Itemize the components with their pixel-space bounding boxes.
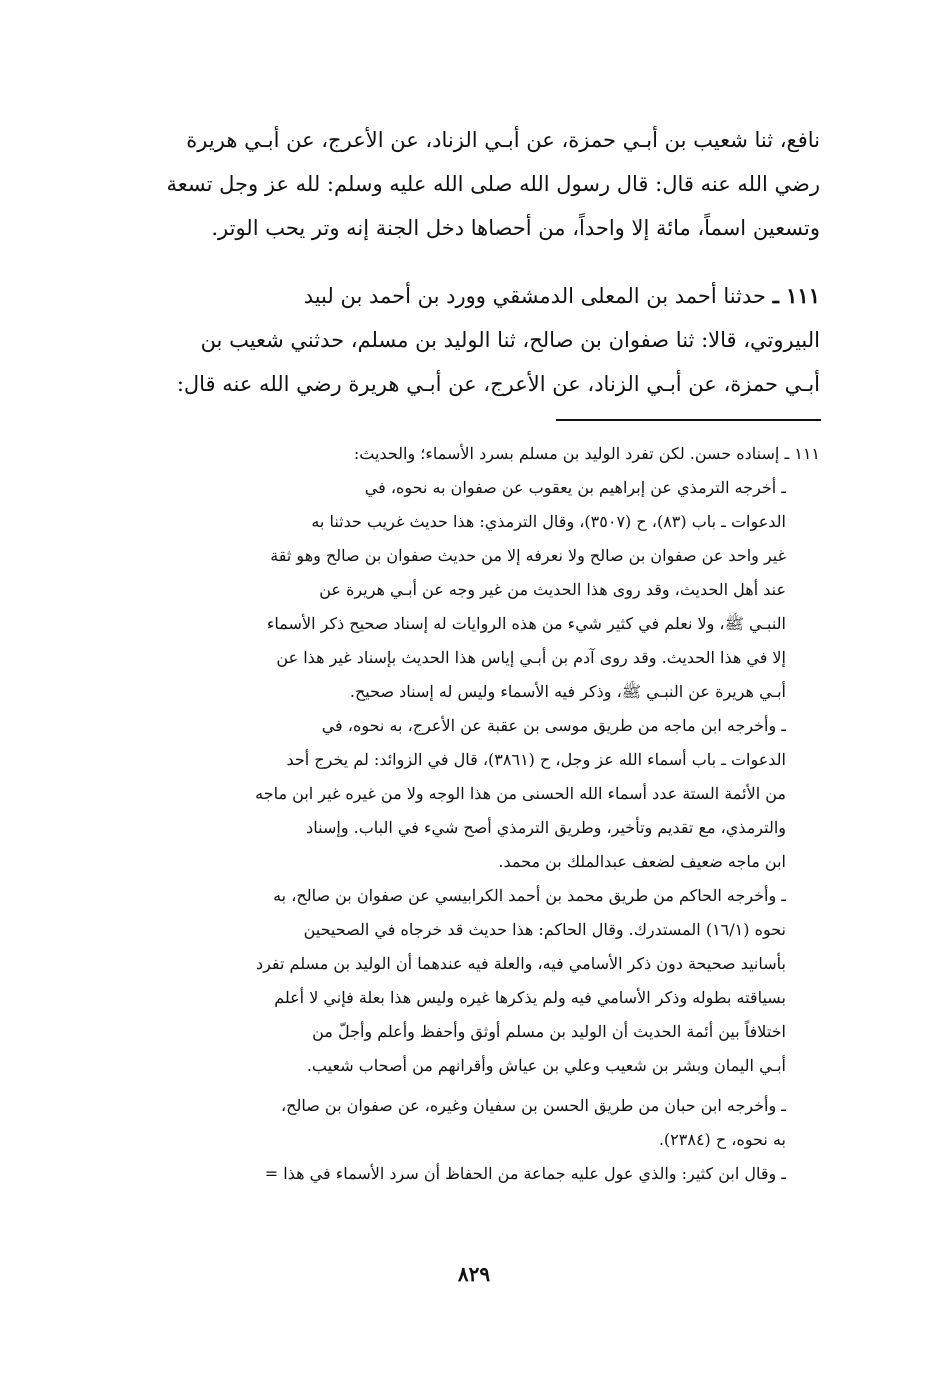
note-line: نحوه (١٦/١) المستدرك. وقال الحاكم: هذا حديث قد خرجاه في الصحيحين: [303, 920, 786, 939]
page-number: ٨٢٩: [457, 1262, 491, 1286]
main-line: [126, 274, 820, 318]
note-line: أبـي اليمان وبشر بن شعيب وعلي بن عياش وأقرانهم من أصحاب شعيب.: [306, 1056, 786, 1075]
note-line: الدعوات ـ باب (٨٣)، ح (٣٥٠٧)، وقال الترمذي: هذا حديث غريب حدثنا به: [311, 512, 786, 531]
main-text: [126, 118, 820, 406]
note-line: ـ أخرجه الترمذي عن إبراهيم بن يعقوب عن صفوان به نحوه، في: [364, 478, 786, 497]
note-line: ابن ماجه ضعيف لضعف عبدالملك بن محمد.: [498, 852, 786, 871]
footnote-block-ibn-kathir: [126, 1157, 820, 1191]
footnote-header: ١١١ ـ إسناده حسن. لكن تفرد الوليد بن مسلم بسرد الأسماء؛ والحديث:: [353, 444, 820, 463]
footnote-block-tirmidhi: [126, 471, 820, 709]
footnote-divider: [556, 419, 821, 421]
footnotes: [126, 437, 820, 1191]
paragraph-1: [126, 118, 820, 250]
note-line: إلا في هذا الحديث. وقد روى آدم بن أبـي إياس هذا الحديث بإسناد غير هذا عن: [276, 648, 786, 667]
paragraph-2: [126, 274, 820, 406]
footnote-block-hakim: [126, 879, 820, 1083]
main-line: نافع، ثنا شعيب بن أبـي حمزة، عن أبـي الزناد، عن الأعرج، عن أبـي هريرة: [186, 128, 820, 152]
main-line: رضي الله عنه قال: قال رسول الله صلى الله عليه وسلم: لله عز وجل تسعة: [166, 172, 820, 196]
footnote-block-ibn-hibban: [126, 1089, 820, 1157]
note-line: الدعوات ـ باب أسماء الله عز وجل، ح (٣٨٦١)، قال في الزوائد: لم يخرج أحد: [286, 750, 786, 769]
note-line: ـ وأخرجه ابن ماجه من طريق موسى بن عقبة عن الأعرج، به نحوه، في: [321, 716, 786, 735]
note-line: من الأئمة الستة عدد أسماء الله الحسنى من هذا الوجه ولا من غيره غير ابن ماجه: [255, 784, 786, 803]
note-line: غير واحد عن صفوان بن صالح ولا نعرفه إلا من حديث صفوان بن صالح وهو ثقة: [270, 546, 786, 565]
main-line: أبـي حمزة، عن أبـي الزناد، عن الأعرج، عن أبـي هريرة رضي الله عنه قال:: [176, 372, 820, 396]
note-line: ـ وأخرجه ابن حبان من طريق الحسن بن سفيان وغيره، عن صفوان بن صالح،: [280, 1096, 786, 1115]
note-line: اختلافاً بين أئمة الحديث أن الوليد بن مسلم أوثق وأحفظ وأعلم وأجلّ من: [312, 1022, 786, 1041]
note-line: أبـي هريرة عن النبـي ﷺ، وذكر فيه الأسماء وليس له إسناد صحيح.: [349, 682, 786, 701]
note-line: بأسانيد صحيحة دون ذكر الأسامي فيه، والعلة فيه عندهما أن الوليد بن مسلم تفرد: [255, 954, 786, 973]
note-line: ـ وأخرجه الحاكم من طريق محمد بن أحمد الكرابيسي عن صفوان بن صالح، به: [273, 886, 786, 905]
note-line: ـ وقال ابن كثير: والذي عول عليه جماعة من الحفاظ أن سرد الأسماء في هذا =: [264, 1164, 786, 1183]
note-line: عند أهل الحديث، وقد روى هذا الحديث من غير وجه عن أبـي هريرة عن: [319, 580, 786, 599]
note-line: بسياقته بطوله وذكر الأسامي فيه ولم يذكرها غيره وليس هذا بعلة فإني لا أعلم: [274, 988, 786, 1007]
main-line: البيروتي، قالا: ثنا صفوان بن صالح، ثنا الوليد بن مسلم، حدثني شعيب بن: [200, 328, 820, 352]
note-line: والترمذي، مع تقديم وتأخير، وطريق الترمذي أصح شيء في الباب. وإسناد: [306, 818, 786, 837]
note-line: النبـي ﷺ، ولا نعلم في كثير شيء من هذه الروايات له إسناد صحيح ذكر الأسماء: [266, 614, 786, 633]
note-line: به نحوه، ح (٢٣٨٤).: [658, 1130, 786, 1149]
hadith-text: حدثنا أحمد بن المعلى الدمشقي وورد بن أحمد بن لبيد: [303, 284, 766, 308]
hadith-number: ١١١ ـ: [772, 283, 820, 308]
footnote-block-ibn-majah: [126, 709, 820, 879]
main-line: وتسعين اسماً، مائة إلا واحداً، من أحصاها دخل الجنة إنه وتر يحب الوتر.: [211, 216, 820, 240]
